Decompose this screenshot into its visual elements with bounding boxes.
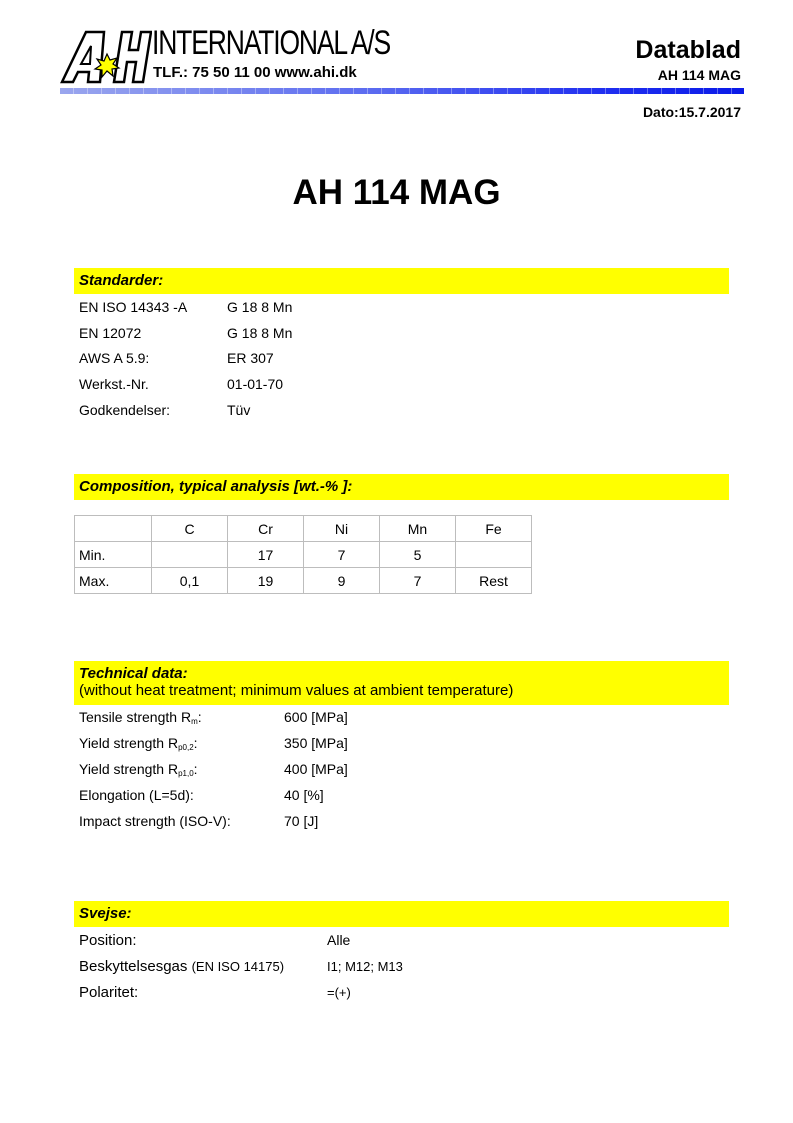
standard-value: 01-01-70 bbox=[227, 376, 284, 392]
property-suffix: : bbox=[197, 709, 202, 725]
welding-property-name bbox=[79, 958, 284, 975]
row-header: Min. bbox=[75, 542, 152, 568]
standard-value: ER 307 bbox=[227, 350, 274, 366]
welding-property-name: Position: bbox=[79, 932, 137, 949]
standard-value: G 18 8 Mn bbox=[227, 299, 293, 315]
table-cell: 5 bbox=[380, 542, 456, 568]
standard-name: Werkst.-Nr. bbox=[79, 376, 149, 392]
composition-heading bbox=[74, 474, 729, 500]
property-label: Tensile strength R bbox=[79, 709, 192, 725]
column-header: C bbox=[152, 516, 228, 542]
page-title: AH 114 MAG bbox=[292, 173, 501, 212]
property-suffix: : bbox=[193, 735, 198, 751]
standard-name: EN ISO 14343 -A bbox=[79, 299, 188, 315]
table-cell bbox=[152, 542, 228, 568]
company-logo bbox=[60, 24, 390, 84]
property-name bbox=[79, 735, 198, 752]
table-cell: 0,1 bbox=[152, 568, 228, 594]
table-cell bbox=[456, 542, 532, 568]
technical-subheading: (without heat treatment; minimum values at ambient temperature) bbox=[79, 682, 514, 699]
standard-value: Tüv bbox=[227, 402, 251, 418]
document-date: Dato:15.7.2017 bbox=[642, 104, 741, 120]
property-label: Yield strength R bbox=[79, 735, 179, 751]
header-product-name: AH 114 MAG bbox=[657, 67, 741, 83]
standards-heading-text: Standarder: bbox=[79, 272, 164, 289]
welding-property-value: Alle bbox=[327, 932, 351, 948]
property-value: 40 [%] bbox=[284, 787, 324, 803]
column-header bbox=[75, 516, 152, 542]
table-cell: 7 bbox=[304, 542, 380, 568]
table-cell: 9 bbox=[304, 568, 380, 594]
row-header: Max. bbox=[75, 568, 152, 594]
technical-heading-text: Technical data: bbox=[79, 665, 188, 682]
standard-value: G 18 8 Mn bbox=[227, 325, 293, 341]
property-subscript: p1,0 bbox=[178, 769, 194, 778]
standard-name: AWS A 5.9: bbox=[79, 350, 150, 366]
welding-property-name: Polaritet: bbox=[79, 984, 139, 1001]
table-cell: 19 bbox=[228, 568, 304, 594]
property-subscript: m bbox=[191, 717, 198, 726]
column-header: Ni bbox=[304, 516, 380, 542]
technical-heading bbox=[74, 661, 729, 705]
column-header: Cr bbox=[228, 516, 304, 542]
column-header: Mn bbox=[380, 516, 456, 542]
table-row bbox=[75, 568, 532, 594]
standard-name: EN 12072 bbox=[79, 325, 142, 341]
property-name: Elongation (L=5d): bbox=[79, 787, 194, 803]
property-value: 350 [MPa] bbox=[284, 735, 348, 751]
property-label: Yield strength R bbox=[79, 761, 179, 777]
property-name bbox=[79, 761, 198, 778]
welding-heading-text: Svejse: bbox=[79, 905, 132, 922]
ah-logo-icon bbox=[60, 28, 152, 84]
property-value: 600 [MPa] bbox=[284, 709, 348, 725]
header-divider bbox=[60, 88, 744, 94]
table-header-row bbox=[75, 516, 532, 542]
table-row bbox=[75, 542, 532, 568]
property-subscript: p0,2 bbox=[178, 743, 194, 752]
welding-property-value: =(+) bbox=[327, 985, 351, 1000]
property-value: 70 [J] bbox=[284, 813, 319, 829]
company-name: INTERNATIONAL A/S bbox=[152, 24, 390, 62]
table-cell: Rest bbox=[456, 568, 532, 594]
table-cell: 7 bbox=[380, 568, 456, 594]
welding-heading bbox=[74, 901, 729, 927]
standard-name: Godkendelser: bbox=[79, 402, 171, 418]
welding-property-value: I1; M12; M13 bbox=[327, 959, 403, 974]
welding-property-label: Beskyttelsesgas bbox=[79, 958, 192, 975]
property-suffix: : bbox=[193, 761, 198, 777]
company-contact: TLF.: 75 50 11 00 www.ahi.dk bbox=[153, 64, 357, 81]
welding-property-standard: (EN ISO 14175) bbox=[191, 959, 285, 974]
composition-heading-text: Composition, typical analysis [wt.-% ]: bbox=[79, 478, 353, 495]
composition-table bbox=[74, 515, 532, 594]
table-cell: 17 bbox=[228, 542, 304, 568]
column-header: Fe bbox=[456, 516, 532, 542]
document-type: Datablad bbox=[635, 36, 741, 64]
property-name bbox=[79, 709, 202, 726]
standards-heading bbox=[74, 268, 729, 294]
property-name: Impact strength (ISO-V): bbox=[79, 813, 231, 829]
property-value: 400 [MPa] bbox=[284, 761, 348, 777]
